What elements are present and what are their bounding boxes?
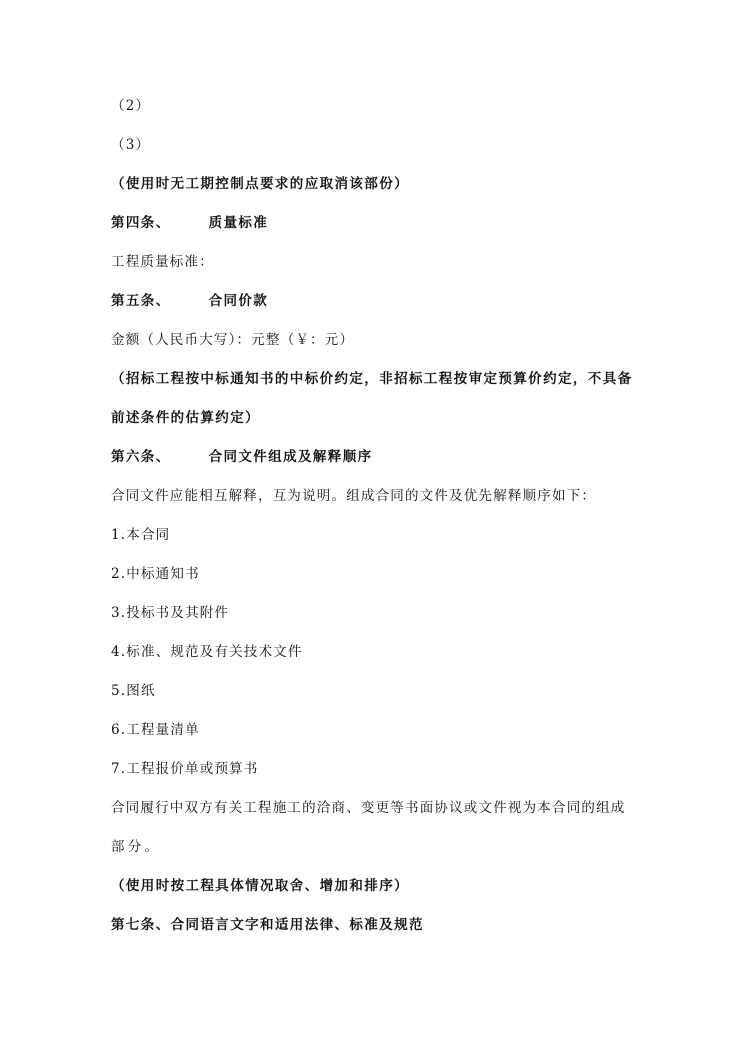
document-list-item: 1.本合同	[111, 527, 171, 543]
article-4-title: 质量标准	[208, 215, 269, 231]
change-agreement-clause: 合同履行中双方有关工程施工的洽商、变更等书面协议或文件视为本合同的组成	[111, 800, 626, 816]
change-agreement-clause-cont: 部分。	[111, 839, 162, 855]
document-list-item: 3.投标书及其附件	[111, 605, 230, 621]
document-list-item: 4.标准、规范及有关技术文件	[111, 644, 303, 660]
article-4-number: 第四条、	[111, 215, 171, 231]
contract-amount-line: 金额（人民币大写）：元整（￥：元）	[111, 332, 355, 348]
milestone-usage-note: （使用时无工期控制点要求的应取消该部份）	[111, 176, 409, 192]
documents-usage-note: （使用时按工程具体情况取舍、增加和排序）	[111, 878, 409, 894]
document-list-item: 2.中标通知书	[111, 566, 200, 582]
article-6-heading	[111, 447, 671, 467]
price-usage-note: （招标工程按中标通知书的中标价约定，非招标工程按审定预算价约定，不具备	[111, 371, 633, 387]
price-usage-note-cont: 前述条件的估算约定）	[111, 410, 260, 426]
article-5-number: 第五条、	[111, 293, 171, 309]
milestone-item-2: （2）	[111, 98, 151, 114]
article-6-number: 第六条、	[111, 449, 171, 465]
document-list-item: 6.工程量清单	[111, 722, 200, 738]
article-5-heading	[111, 291, 671, 311]
article-4-heading	[111, 213, 671, 233]
article-5-title: 合同价款	[208, 293, 269, 309]
article-6-title: 合同文件组成及解释顺序	[208, 449, 373, 465]
quality-standard-line: 工程质量标准：	[111, 254, 214, 270]
article-7-heading: 第七条、合同语言文字和适用法律、标准及规范	[111, 917, 424, 933]
documents-intro: 合同文件应能相互解释，互为说明。组成合同的文件及优先解释顺序如下：	[111, 488, 597, 504]
milestone-item-3: （3）	[111, 137, 151, 153]
document-list-item: 7.工程报价单或预算书	[111, 761, 259, 777]
document-list-item: 5.图纸	[111, 683, 156, 699]
